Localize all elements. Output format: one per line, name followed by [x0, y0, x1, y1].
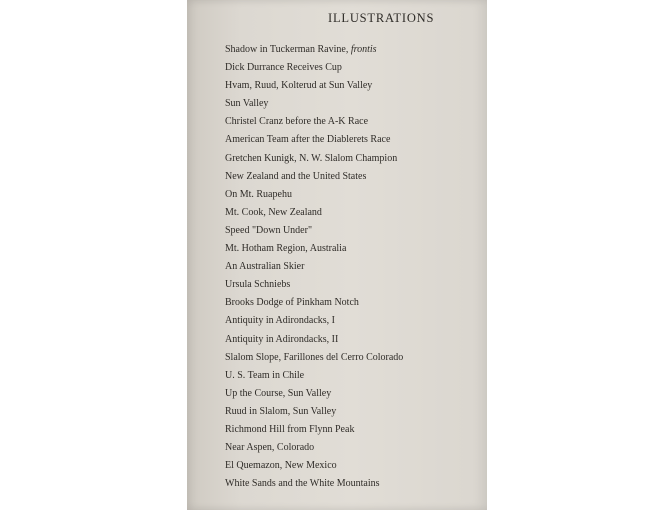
illustration-title: Antiquity in Adirondacks, II [225, 333, 339, 345]
illustration-item [225, 150, 403, 168]
illustration-item [225, 240, 403, 258]
illustration-title: American Team after the Diablerets Race [225, 134, 391, 146]
illustration-item [225, 421, 403, 439]
illustration-title: Dick Durrance Receives Cup [225, 62, 342, 74]
illustration-item [225, 457, 403, 475]
illustration-item [225, 439, 403, 457]
illustration-item [225, 367, 403, 385]
illustration-item [225, 331, 403, 349]
illustration-item [225, 294, 403, 312]
illustration-item [225, 403, 403, 421]
illustration-item [225, 385, 403, 403]
illustration-title: Sun Valley [225, 98, 269, 110]
illustration-item [225, 222, 403, 240]
illustration-title: Shadow in Tuckerman Ravine, [225, 44, 351, 55]
illustration-title: On Mt. Ruapehu [225, 188, 292, 200]
illustration-item [225, 349, 403, 367]
illustration-item [225, 168, 403, 186]
illustration-title: New Zealand and the United States [225, 170, 367, 182]
illustration-title: Speed "Down Under" [225, 224, 313, 236]
illustration-title: Mt. Cook, New Zealand [225, 206, 322, 218]
illustration-title: Christel Cranz before the A-K Race [225, 116, 369, 128]
book-page [187, 0, 487, 510]
illustration-title: El Quemazon, New Mexico [225, 460, 337, 472]
illustration-note: frontis [350, 44, 377, 55]
illustration-title: Up the Course, Sun Valley [225, 387, 332, 399]
illustration-title: An Australian Skier [225, 261, 305, 273]
illustration-title: Richmond Hill from Flynn Peak [225, 423, 355, 435]
illustration-item [225, 95, 403, 113]
illustration-item [225, 77, 403, 95]
illustration-title: White Sands and the White Mountains [225, 478, 380, 490]
illustration-item [225, 475, 403, 493]
illustration-item [225, 59, 403, 77]
page-heading: ILLUSTRATIONS [328, 11, 435, 25]
illustration-title: Brooks Dodge of Pinkham Notch [225, 297, 359, 309]
illustration-title: Mt. Hotham Region, Australia [225, 243, 347, 255]
illustration-title: Gretchen Kunigk, N. W. Slalom Champion [225, 152, 398, 164]
illustration-title: Ruud in Slalom, Sun Valley [225, 405, 337, 417]
illustration-item [225, 113, 403, 131]
illustration-title: Slalom Slope, Farillones del Cerro Colorado [225, 351, 404, 363]
illustration-item [225, 186, 403, 204]
illustration-item [225, 276, 403, 294]
illustration-title: Hvam, Ruud, Kolterud at Sun Valley [225, 80, 373, 92]
illustration-title: Ursula Schniebs [225, 279, 291, 291]
illustrations-list [225, 41, 403, 493]
illustration-item [225, 131, 403, 149]
illustration-item [225, 204, 403, 222]
illustration-item [225, 258, 403, 276]
illustration-title: Near Aspen, Colorado [225, 442, 315, 454]
illustration-item [225, 312, 403, 330]
illustration-item [225, 41, 403, 59]
illustration-title: U. S. Team in Chile [225, 369, 305, 381]
illustration-title: Antiquity in Adirondacks, I [225, 315, 335, 327]
